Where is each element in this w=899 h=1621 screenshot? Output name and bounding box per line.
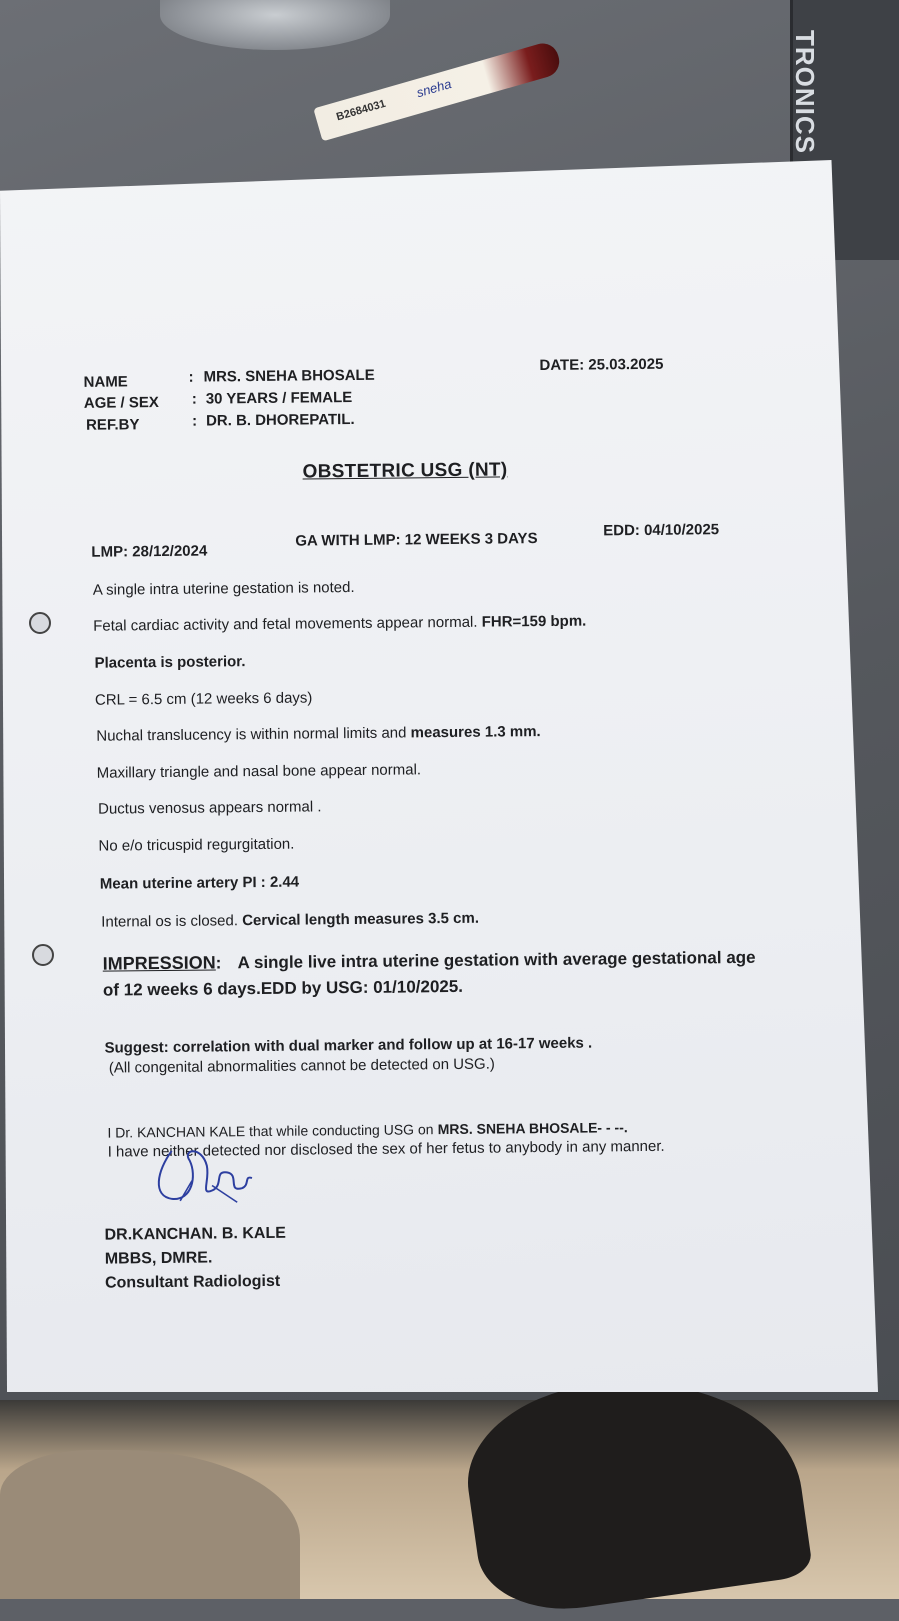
age-sex-separator: :	[191, 390, 197, 408]
finding-fhr: FHR=159 bpm.	[481, 612, 587, 631]
finding-nt-text: Nuchal translucency is within normal limits and	[96, 724, 407, 745]
doctor-name: DR.KANCHAN. B. KALE	[104, 1224, 286, 1244]
finding-nuchal-translucency	[96, 723, 541, 745]
referring-doctor: DR. B. DHOREPATIL.	[205, 410, 355, 430]
device-brand-text: TRONICS	[790, 30, 820, 154]
name-separator: :	[188, 368, 194, 386]
tube-handwriting: sneha	[414, 76, 453, 101]
finding-cardiac-text: Fetal cardiac activity and fetal movements appear normal.	[93, 613, 478, 635]
impression-colon: :	[215, 953, 222, 973]
declaration-text: I Dr. KANCHAN KALE that while conducting USG on	[107, 1121, 434, 1141]
edd-date: EDD: 04/10/2025	[603, 521, 720, 540]
impression-line1	[103, 947, 756, 975]
finding-tricuspid: No e/o tricuspid regurgitation.	[98, 835, 295, 855]
impression-text-1: A single live intra uterine gestation with average gestational age	[237, 947, 756, 973]
finding-nt-measure: measures 1.3 mm.	[410, 723, 541, 742]
finding-crl: CRL = 6.5 cm (12 weeks 6 days)	[94, 689, 313, 709]
declaration-patient: MRS. SNEHA BHOSALE- - --.	[437, 1119, 628, 1138]
finding-cervix	[101, 910, 479, 931]
finding-nasal-bone: Maxillary triangle and nasal bone appear normal.	[96, 761, 422, 782]
finding-os-text: Internal os is closed.	[101, 912, 239, 931]
impression-heading: IMPRESSION	[102, 952, 216, 974]
suggestion-text: Suggest: correlation with dual marker and follow up at 16-17 weeks .	[104, 1034, 593, 1057]
finding-gestation: A single intra uterine gestation is noted.	[92, 578, 355, 599]
ref-by-label: REF.BY	[85, 416, 140, 434]
finding-uterine-artery-pi: Mean uterine artery PI : 2.44	[99, 873, 300, 893]
tube-code: B2684031	[335, 97, 388, 124]
finding-ductus-venosus: Ductus venosus appears normal .	[97, 798, 322, 818]
report-date: DATE: 25.03.2025	[539, 355, 664, 375]
ref-by-separator: :	[191, 412, 198, 430]
punch-hole-bottom	[32, 944, 54, 966]
impression-text-2: of 12 weeks 6 days.EDD by USG: 01/10/2025.	[102, 976, 464, 1000]
name-label: NAME	[83, 373, 128, 391]
declaration-line2: I have neither detected nor disclosed the sex of her fetus to anybody in any manner.	[107, 1137, 665, 1161]
doctor-qualification: MBBS, DMRE.	[104, 1249, 213, 1268]
patient-age-sex: 30 YEARS / FEMALE	[205, 389, 353, 408]
suggestion-note: (All congenital abnormalities cannot be detected on USG.)	[108, 1055, 495, 1077]
finding-cervical-length: Cervical length measures 3.5 cm.	[242, 909, 480, 930]
report-title: OBSTETRIC USG (NT)	[302, 459, 508, 483]
lmp-date: LMP: 28/12/2024	[91, 542, 208, 561]
age-sex-label: AGE / SEX	[83, 394, 159, 412]
punch-hole-top	[29, 612, 51, 634]
signature	[152, 1140, 263, 1211]
finding-placenta: Placenta is posterior.	[94, 653, 246, 672]
doctor-role: Consultant Radiologist	[104, 1272, 281, 1292]
gestational-age-lmp: GA WITH LMP: 12 WEEKS 3 DAYS	[295, 530, 538, 550]
patient-name: MRS. SNEHA BHOSALE	[203, 366, 375, 386]
finding-cardiac-activity	[93, 613, 586, 635]
